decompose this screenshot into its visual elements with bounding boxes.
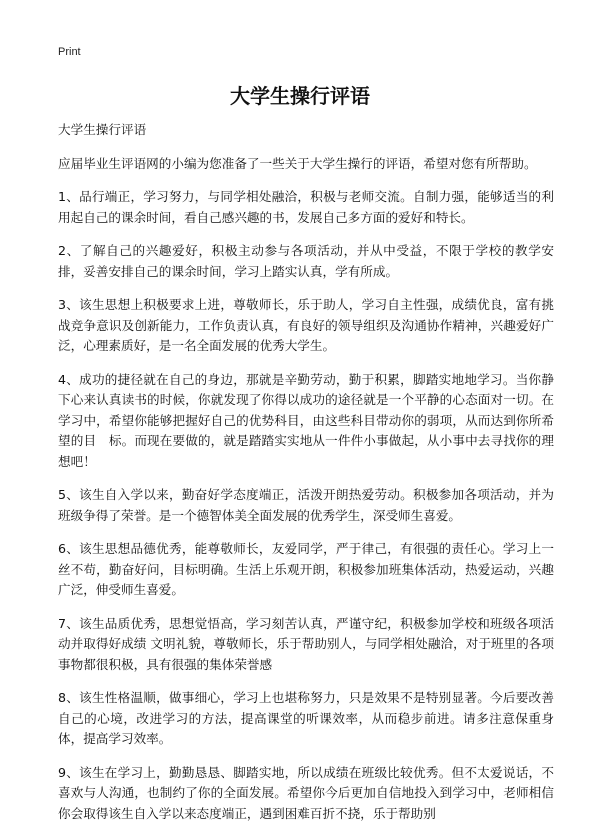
comment-paragraph-4: 4、成功的捷径就在自己的身边，那就是辛勤劳动，勤于积累，脚踏实地地学习。当你静下心来认真读书的时候，你就发现了你得以成功的途径就是一个平静的心态面对一切。在学习中，希望你能够把握好自己的优势科目，由这些科目带动你的弱项，从而达到你所希望的目 标。而现在要做的，就是踏踏实实地从一件件小事做起，从小事中去寻找你的理想吧！ — [58, 371, 554, 469]
comment-paragraph-6: 6、该生思想品德优秀，能尊敬师长，友爱同学，严于律己，有很强的责任心。学习上一丝不苟，勤奋好问，目标明确。生活上乐观开朗，积极参加班集体活动，热爱运动，兴趣广泛，伸受师生喜爱。 — [58, 541, 554, 597]
comment-paragraph-7: 7、该生品质优秀，思想觉悟高，学习刻苦认真，严谨守纪，积极参加学校和班级各项活动并取得好成绩 文明礼貌，尊敬师长，乐于帮助别人，与同学相处融洽，对于班里的各项事物都很积极，具有很强的集体荣誉感 — [58, 615, 554, 672]
comment-paragraph-5: 5、该生自入学以来，勤奋好学态度端正，活泼开朗热爱劳动。积极参加各项活动，并为班级争得了荣誉。是一个德智体美全面发展的优秀学生，深受师生喜爱。 — [58, 487, 554, 523]
comment-paragraph-8: 8、该生性格温顺，做事细心，学习上也堪称努力，只是效果不是特别显著。今后要改善自己的心境，改进学习的方法，提高课堂的听课效率，从而稳步前进。请多注意保重身体，提高学习效率。 — [58, 690, 554, 746]
comment-paragraph-3: 3、该生思想上积极要求上进，尊敬师长，乐于助人，学习自主性强，成绩优良，富有挑战竞争意识及创新能力，工作负责认真，有良好的领导组织及沟通协作精神，兴趣爱好广泛，心理素质好，是一名全面发展的优秀大学生。 — [58, 297, 554, 353]
intro-paragraph: 应届毕业生评语网的小编为您准备了一些关于大学生操行的评语，希望对您有所帮助。 — [58, 155, 537, 171]
print-label[interactable]: Print — [58, 46, 81, 58]
comment-paragraph-1: 1、品行端正，学习努力，与同学相处融洽，积极与老师交流。自制力强，能够适当的利用起自己的课余时间，看自己感兴趣的书，发展自己多方面的爱好和特长。 — [58, 189, 554, 225]
document-body — [58, 120, 554, 837]
document-subtitle: 大学生操行评语 — [58, 122, 147, 137]
comment-paragraph-9: 9、该生在学习上，勤勤恳恳、脚踏实地，所以成绩在班级比较优秀。但不太爱说话，不喜欢与人沟通，也制约了你的全面发展。希望你今后更加自信地投入到学习中，老师相信你会取得该生自入学以来态度端正，遇到困难百折不挠，乐于帮助别 — [58, 764, 554, 821]
comment-paragraph-2: 2、了解自己的兴趣爱好，积极主动参与各项活动，并从中受益，不限于学校的教学安排，妥善安排自己的课余时间，学习上踏实认真，学有所成。 — [58, 243, 554, 279]
page-title: 大学生操行评语 — [230, 84, 370, 108]
